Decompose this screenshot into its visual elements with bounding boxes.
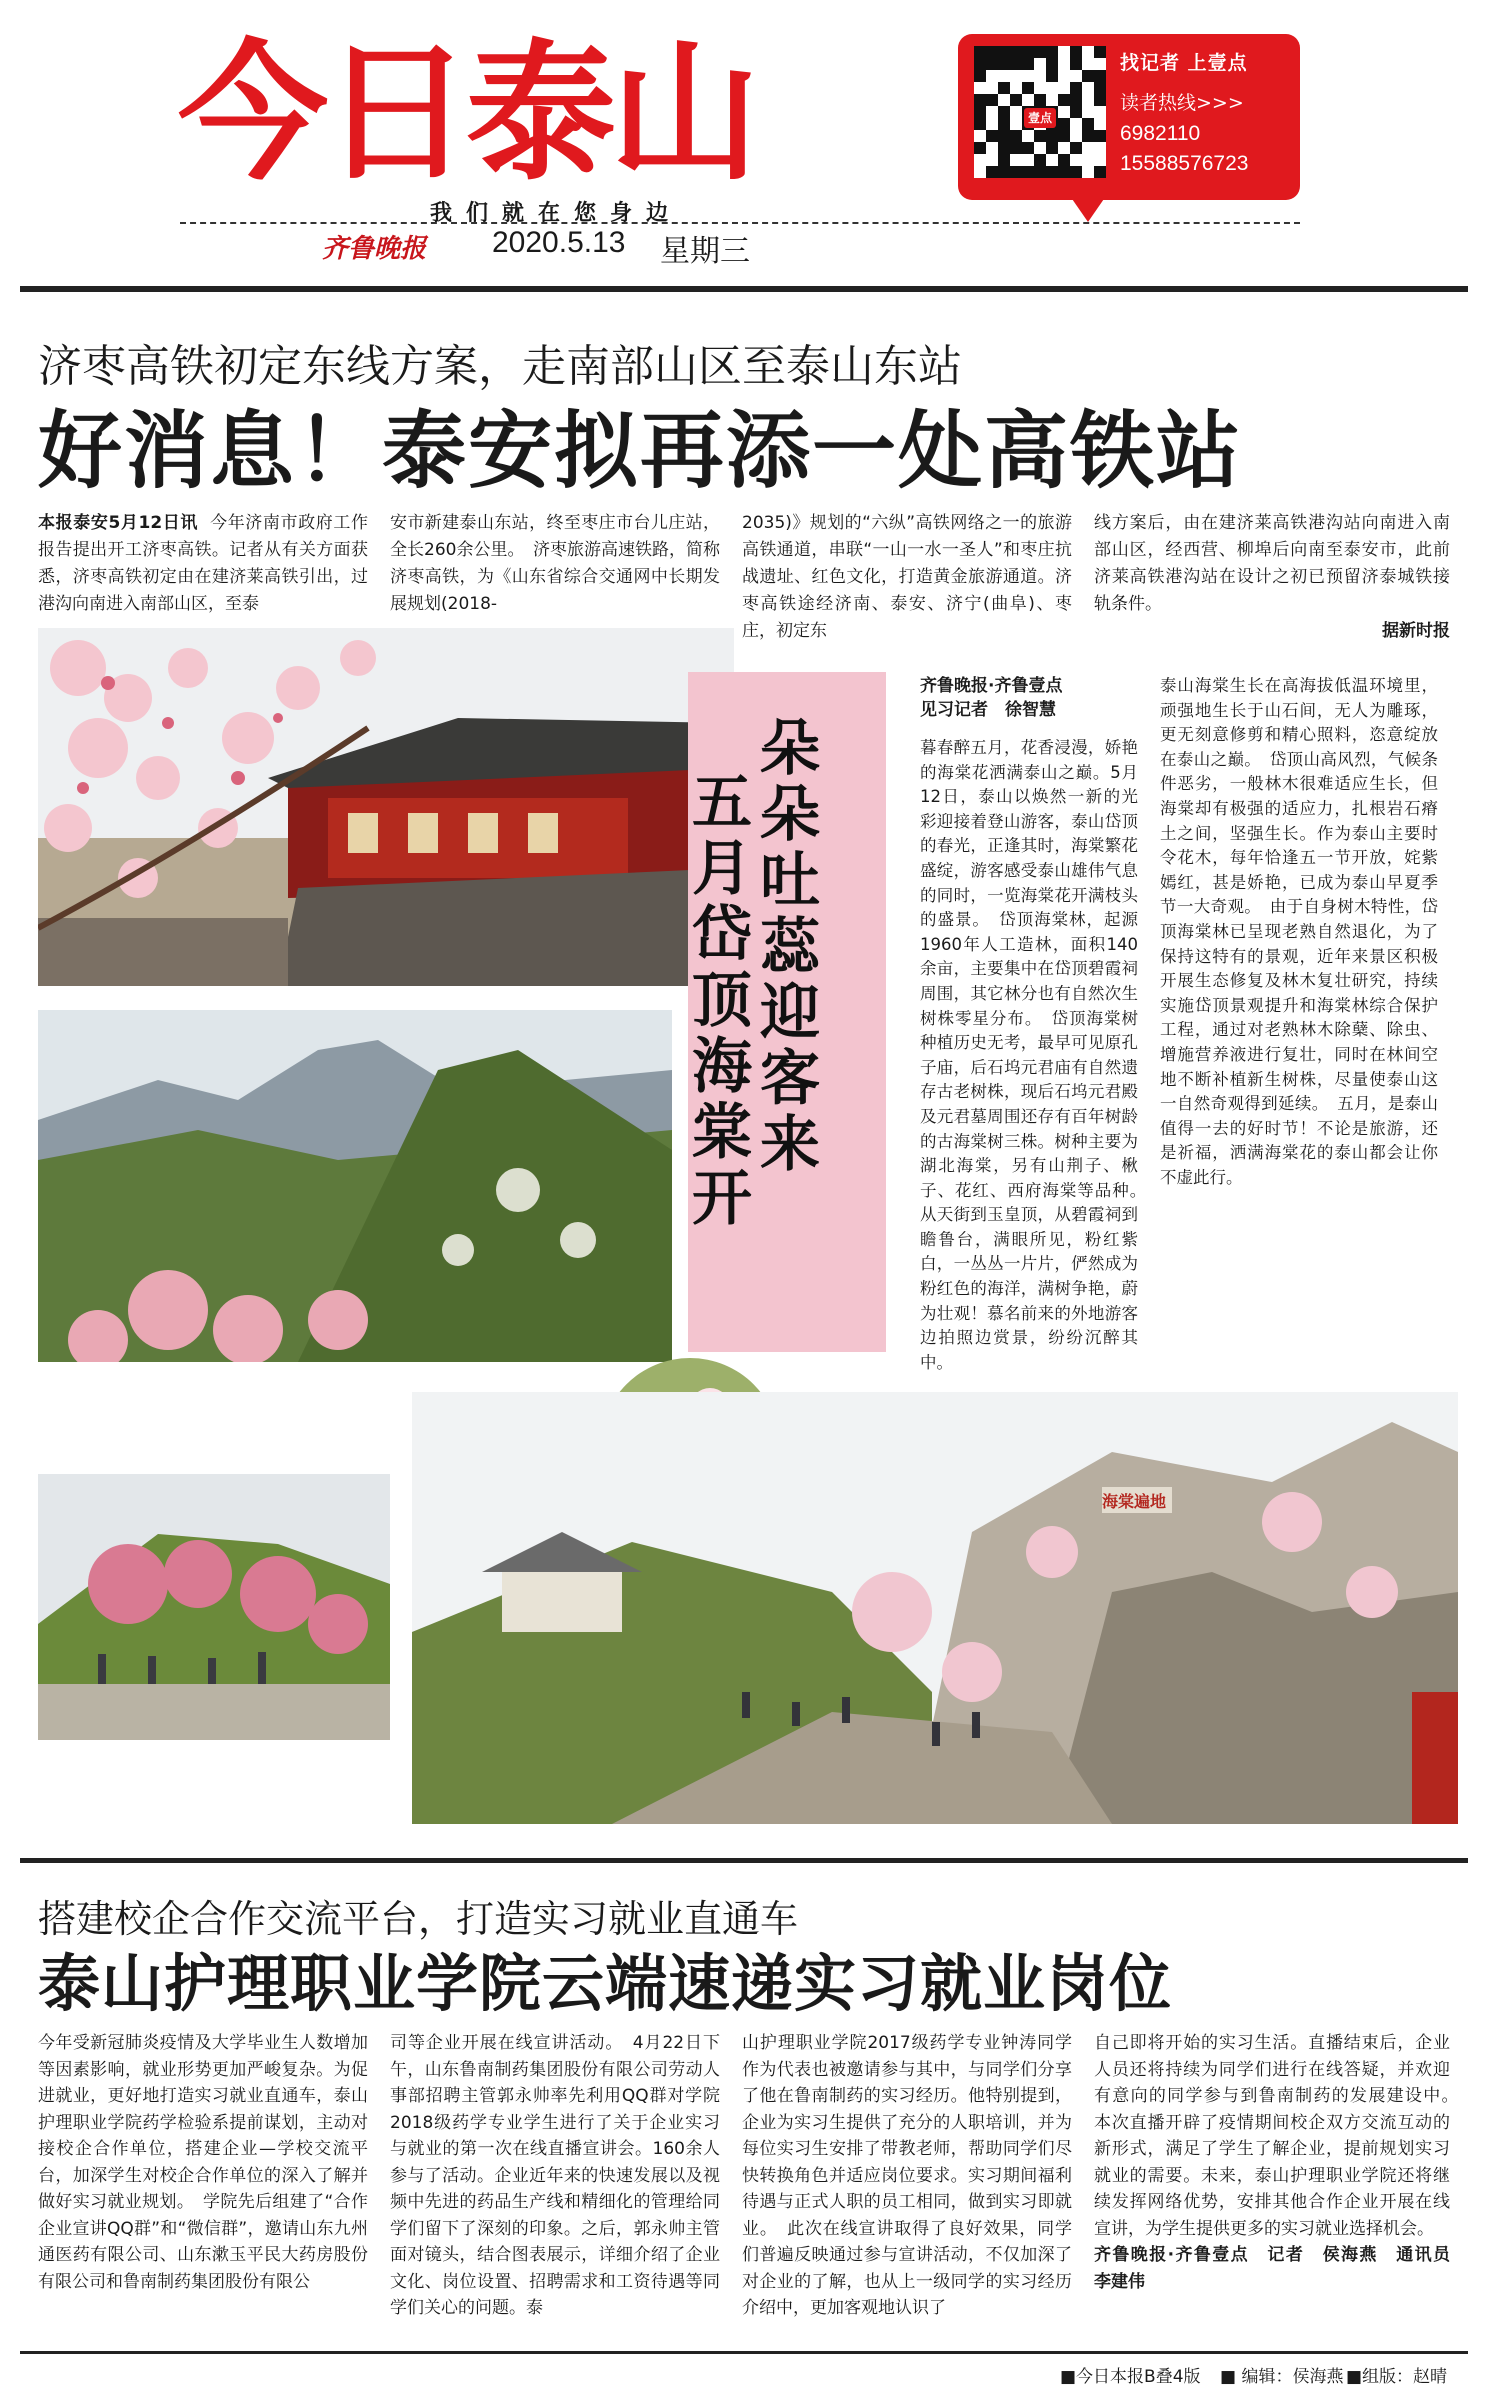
- brand-logo: 齐鲁晚报: [322, 234, 427, 264]
- footer-editor: ■ 编辑：侯海燕: [1220, 2367, 1344, 2387]
- lead-column-2: 安市新建泰山东站，终至枣庄市台儿庄站，全长260余公里。 济枣旅游高速铁路，简称济枣高铁，为《山东省综合交通网中长期发展规划(2018-: [390, 513, 720, 614]
- second-byline: 齐鲁晚报·齐鲁壹点 记者 侯海燕 通讯员 李建伟: [1094, 2245, 1467, 2292]
- photo-mountain-valley: [38, 1010, 672, 1362]
- second-column-3: 山护理职业学院2017级药学专业钟涛同学作为代表也被邀请参与其中，与同学们分享了他在鲁南制药的实习经历。他特别提到，企业为实习生提供了充分的人职培训，并为每位实习生安排了带教老师，帮助同学们尽快转换角色并适应岗位要求。实习期间福利待遇与正式人职的员工相同，做到实习即就业。 此次在线宣讲取得了良好效果，同学们普遍反映通过参与宣讲活动，不仅加深了对企业的了解，也从上一级同学的实习经历介绍中，更加客观地认识了: [742, 2033, 1072, 2318]
- promo-find-reporter: 找记者 上壹点: [1120, 52, 1248, 74]
- issue-weekday: 星期三: [660, 234, 750, 269]
- photo-slope-visitors: [38, 1474, 390, 1740]
- second-column-4: [1094, 2030, 1467, 2295]
- lead-source: 据新时报: [1382, 621, 1450, 641]
- masthead-rule: [180, 222, 1300, 224]
- masthead-slogan: 我们就在您身边: [430, 201, 683, 226]
- lead-column-4-text: 线方案后，由在建济莱高铁港沟站向南进入南部山区，经西营、柳埠后向南至泰安市，此前济莱高铁港沟站在设计之初已预留济泰城铁接轨条件。: [1094, 513, 1450, 614]
- lead-column-4: [1094, 510, 1450, 645]
- second-column-4-text: 自己即将开始的实习生活。直播结束后，企业人员还将持续为同学们进行在线答疑，并欢迎有意向的同学参与到鲁南制药的发展建设中。 本次直播开辟了疫情期间校企双方交流互动的新形式，满足了学生了解企业，提前规划实习就业的需要。未来，泰山护理职业学院还将继续发挥网络优势，安排其他合作企业开展在线宣讲，为学生提供更多的实习就业选择机会。: [1094, 2033, 1467, 2239]
- lead-headline: 好消息！泰安拟再添一处高铁站: [38, 402, 1243, 500]
- section-divider: [20, 1858, 1468, 1863]
- promo-phone-1[interactable]: 6982110: [1120, 122, 1201, 145]
- second-kicker: 搭建校企合作交流平台，打造实习就业直通车: [38, 1897, 799, 1941]
- photo-pavilion-rocks: [412, 1392, 1458, 1824]
- photo-temple-blossoms: [38, 628, 734, 986]
- lead-column-1: [38, 510, 368, 618]
- lead-dateline: 本报泰安5月12日讯: [38, 513, 199, 533]
- feature-title-line-2: 五月岱顶海棠开: [692, 768, 752, 1234]
- feature-column-a: 暮春醉五月，花香浸漫，娇艳的海棠花洒满泰山之巅。5月12日，泰山以焕然一新的光彩迎接着登山游客，泰山岱顶的春光，正逢其时，海棠繁花盛绽，游客感受泰山雄伟气息的同时，一览海棠花开满枝头的盛景。 岱顶海棠林，起源1960年人工造林，面积140余亩，主要集中在岱顶碧霞祠周围，其它林分也有自然次生树株零星分布。 岱顶海棠树种植历史无考，最早可见原孔子庙，后石坞元君庙有自然遗存古老树株，现后石坞元君殿及元君墓周围还存有百年树龄的古海棠树三株。树种主要为湖北海棠，另有山荆子、楸子、花红、西府海棠等品种。 从天街到玉皇顶，从碧霞祠到瞻鲁台，满眼所见，粉红紫白，一丛丛一片片，俨然成为粉红色的海洋，满树争艳，蔚为壮观！慕名前来的外地游客边拍照边赏景，纷纷沉醉其中。: [920, 738, 1155, 1372]
- lead-kicker: 济枣高铁初定东线方案，走南部山区至泰山东站: [38, 341, 962, 392]
- feature-byline-1: 齐鲁晚报·齐鲁壹点: [920, 676, 1063, 696]
- issue-date: 2020.5.13: [492, 226, 626, 259]
- feature-byline-2: 见习记者 徐智慧: [920, 700, 1056, 720]
- promo-hotline-label: 读者热线>>>: [1120, 92, 1244, 114]
- promo-bubble-tail: [1070, 196, 1106, 222]
- feature-title-line-1: 朵朵吐蕊迎客来: [760, 714, 820, 1180]
- second-column-1: 今年受新冠肺炎疫情及大学毕业生人数增加等因素影响，就业形势更加严峻复杂。为促进就业，更好地打造实习就业直通车，泰山护理职业学院药学检验系提前谋划，主动对接校企合作单位，搭建企业—学校交流平台，加深学生对校企合作单位的深入了解并做好实习就业规划。 学院先后组建了“合作企业宣讲QQ群”和“微信群”，邀请山东九州通医药有限公司、山东漱玉平民大药房股份有限公司和鲁南制药集团股份有限公: [38, 2033, 368, 2292]
- second-column-2: 司等企业开展在线宣讲活动。 4月22日下午，山东鲁南制药集团股份有限公司劳动人事部招聘主管郭永帅率先利用QQ群对学院2018级药学专业学生进行了关于企业实习与就业的第一次在线直播宣讲会。160余人参与了活动。企业近年来的快速发展以及视频中先进的药品生产线和精细化的管理给同学们留下了深刻的印象。之后，郭永帅主管面对镜头，结合图表展示，详细介绍了企业文化、岗位设置、招聘需求和工资待遇等同学们关心的问题。泰: [390, 2033, 720, 2318]
- lead-column-1-text: 今年济南市政府工作报告提出开工济枣高铁。记者从有关方面获悉，济枣高铁初定由在建济莱高铁引出，过港沟向南进入南部山区，至泰: [38, 513, 368, 614]
- feature-column-b: 泰山海棠生长在高海拔低温环境里，顽强地生长于山石间，无人为雕琢，更无刻意修剪和精心照料，恣意绽放在泰山之巅。 岱顶山高风烈，气候条件恶劣，一般林木很难适应生长，但海棠却有极强的适应力，扎根岩石瘠土之间，坚强生长。作为泰山主要时令花木，每年恰逢五一节开放，姹紫嫣红，甚是娇艳，已成为泰山早夏季节一大奇观。 由于自身树木特性，岱顶海棠林已呈现老熟自然退化，为了保持这特有的景观，近年来景区积极开展生态修复及林木复壮研究，持续实施岱顶景观提升和海棠林综合保护工程，通过对老熟林木除蘖、除虫、增施营养液进行复壮，同时在林间空地不断补植新生树株，尽量使泰山这一自然奇观得到延续。 五月，是泰山值得一去的好时节！不论是旅游，还是祈福，洒满海棠花的泰山都会让你不虚此行。: [1160, 676, 1438, 1187]
- rock-inscription: 海棠遍地: [1102, 1492, 1167, 1511]
- second-headline: 泰山护理职业学院云端速递实习就业岗位: [38, 1947, 1173, 2020]
- lead-column-3: 2035)》规划的“六纵”高铁网络之一的旅游高铁通道，串联“一山一水一圣人”和枣庄抗战遗址、红色文化，打造黄金旅游通道。济枣高铁途经济南、泰安、济宁(曲阜)、枣庄，初定东: [742, 513, 1072, 641]
- masthead-bottom-rule: [20, 286, 1468, 292]
- footer-edition: ■今日本报B叠4版: [1060, 2367, 1201, 2387]
- masthead-title: 今日泰山: [178, 27, 755, 201]
- footer-layout: ■组版：赵晴: [1346, 2367, 1448, 2387]
- qr-badge: 壹点: [1024, 108, 1056, 128]
- footer-rule: [20, 2351, 1468, 2354]
- promo-phone-2[interactable]: 15588576723: [1120, 152, 1249, 175]
